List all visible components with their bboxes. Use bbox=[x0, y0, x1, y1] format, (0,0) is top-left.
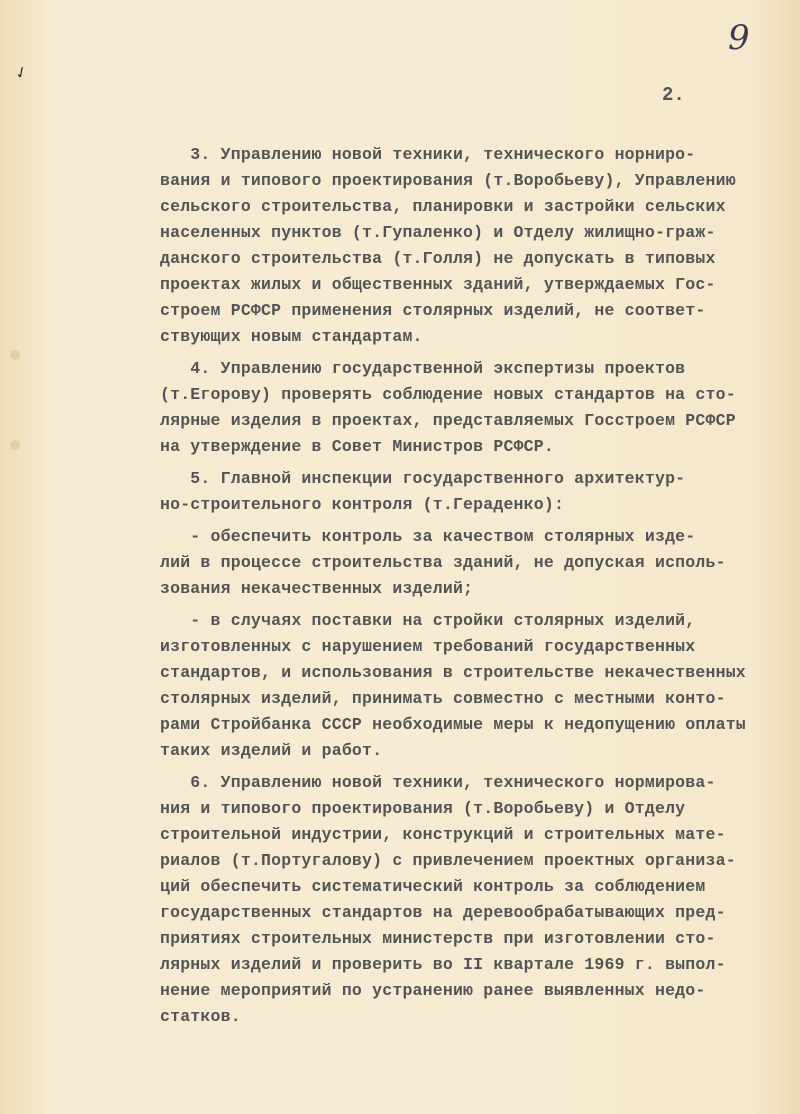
text-line: строем РСФСР применения столярных изделий, не соответ- bbox=[160, 301, 706, 320]
folio-number: 9 bbox=[728, 18, 750, 58]
text-line: вания и типового проектирования (т.Воробьеву), Управлению bbox=[160, 171, 736, 190]
binder-hole bbox=[10, 350, 20, 360]
paragraph bbox=[160, 142, 760, 350]
text-line: лий в процессе строительства зданий, не допуская исполь- bbox=[160, 553, 726, 572]
text-line: статков. bbox=[160, 1007, 241, 1026]
text-line: но-строительного контроля (т.Гераденко): bbox=[160, 495, 565, 514]
text-line: строительной индустрии, конструкций и строительных мате- bbox=[160, 825, 726, 844]
text-line: - обеспечить контроль за качеством столярных изде- bbox=[160, 527, 696, 546]
text-line: проектах жилых и общественных зданий, утверждаемых Гос- bbox=[160, 275, 716, 294]
text-line: лярных изделий и проверить во II квартале 1969 г. выпол- bbox=[160, 955, 726, 974]
text-line: 3. Управлению новой техники, технического норниро- bbox=[160, 145, 696, 164]
ink-mark: ✓ bbox=[12, 62, 31, 86]
paragraph bbox=[160, 608, 760, 764]
text-line: риалов (т.Португалову) с привлечением проектных организа- bbox=[160, 851, 736, 870]
text-line: зования некачественных изделий; bbox=[160, 579, 474, 598]
text-line: сельского строительства, планировки и застройки сельских bbox=[160, 197, 726, 216]
text-line: - в случаях поставки на стройки столярных изделий, bbox=[160, 611, 696, 630]
text-line: ций обеспечить систематический контроль за соблюдением bbox=[160, 877, 706, 896]
text-line: (т.Егорову) проверять соблюдение новых стандартов на сто- bbox=[160, 385, 736, 404]
text-line: лярные изделия в проектах, представляемых Госстроем РСФСР bbox=[160, 411, 736, 430]
text-line: таких изделий и работ. bbox=[160, 741, 383, 760]
text-line: изготовленных с нарушением требований государственных bbox=[160, 637, 696, 656]
page-number: 2. bbox=[662, 84, 685, 106]
text-line: 5. Главной инспекции государственного архитектур- bbox=[160, 469, 686, 488]
text-line: стандартов, и использования в строительстве некачественных bbox=[160, 663, 746, 682]
text-line: 6. Управлению новой техники, технического нормирова- bbox=[160, 773, 716, 792]
paragraph bbox=[160, 356, 760, 460]
text-line: приятиях строительных министерств при изготовлении сто- bbox=[160, 929, 716, 948]
text-line: ствующих новым стандартам. bbox=[160, 327, 423, 346]
text-line: ния и типового проектирования (т.Воробьеву) и Отделу bbox=[160, 799, 686, 818]
text-line: рами Стройбанка СССР необходимые меры к недопущению оплаты bbox=[160, 715, 746, 734]
text-line: населенных пунктов (т.Гупаленко) и Отделу жилищно-граж- bbox=[160, 223, 716, 242]
text-line: данского строительства (т.Голля) не допускать в типовых bbox=[160, 249, 716, 268]
paragraph bbox=[160, 524, 760, 602]
paragraph bbox=[160, 770, 760, 1030]
binder-hole bbox=[10, 440, 20, 450]
paragraph bbox=[160, 466, 760, 518]
body-text bbox=[160, 142, 760, 1030]
text-line: на утверждение в Совет Министров РСФСР. bbox=[160, 437, 554, 456]
text-line: государственных стандартов на деревообрабатывающих пред- bbox=[160, 903, 726, 922]
text-line: столярных изделий, принимать совместно с местными конто- bbox=[160, 689, 726, 708]
text-line: 4. Управлению государственной экспертизы проектов bbox=[160, 359, 686, 378]
text-line: нение мероприятий по устранению ранее выявленных недо- bbox=[160, 981, 706, 1000]
